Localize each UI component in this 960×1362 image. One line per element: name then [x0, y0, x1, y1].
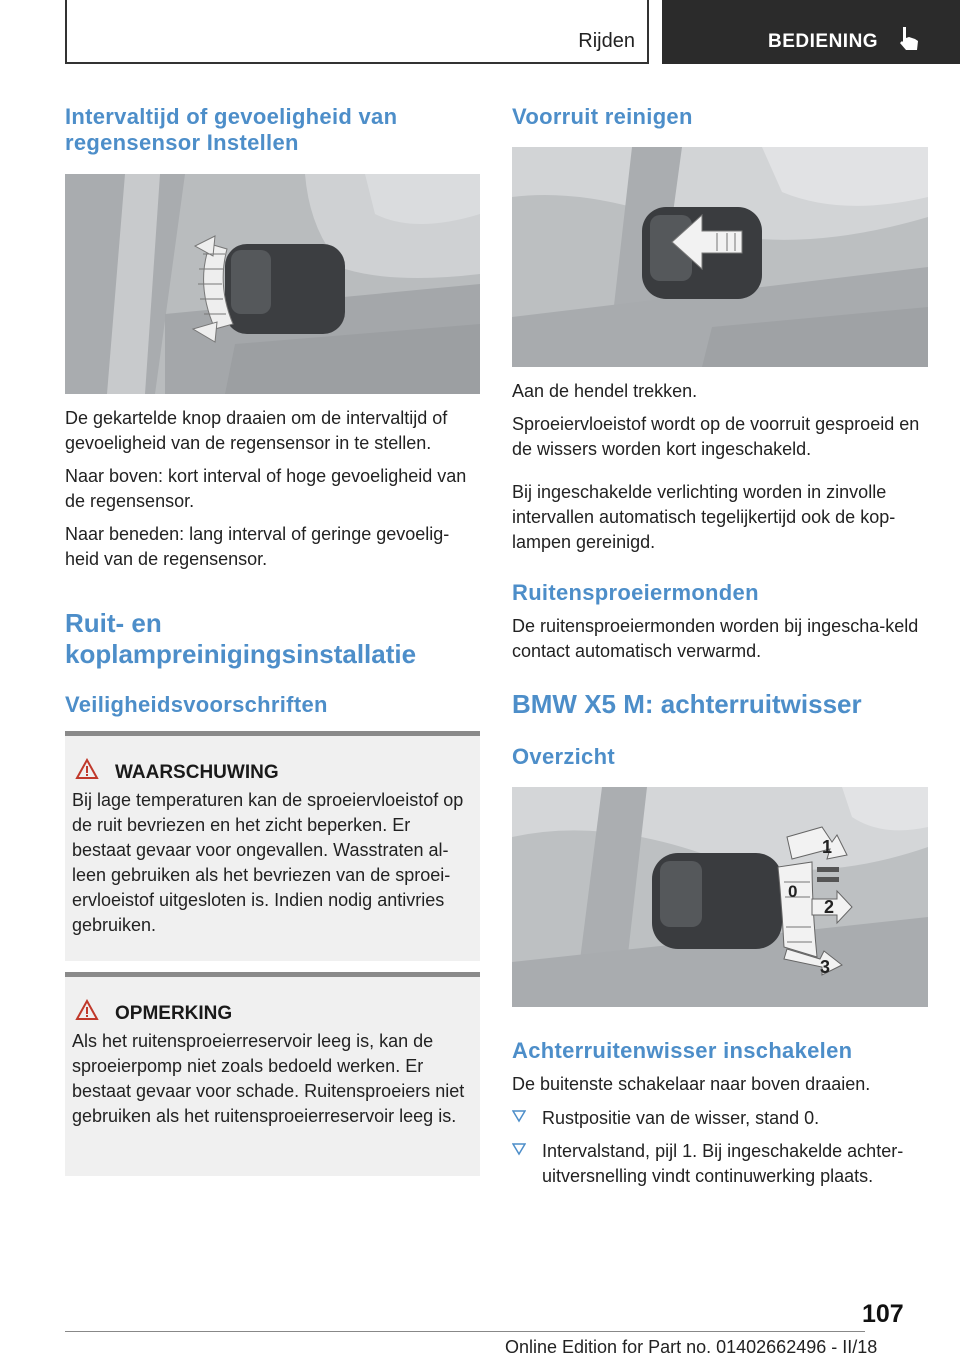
paragraph-pull: Aan de hendel trekken. [512, 381, 698, 401]
warning-box [65, 731, 480, 961]
bullet-triangle-icon [512, 1142, 526, 1156]
heading-windscreen: Voorruit reinigen [512, 104, 693, 129]
footer-divider [65, 1331, 865, 1332]
bullet-triangle-icon [512, 1109, 526, 1123]
chapter-title: BEDIENING [768, 31, 879, 52]
list-item [512, 1139, 928, 1195]
bullet-text: Intervalstand, pijl 1. Bij ingeschakelde achter-uitversnelling vindt continuwerking plaats. [542, 1141, 904, 1186]
paragraph-outer-switch: De buitenste schakelaar naar boven draaien. [512, 1074, 871, 1094]
warning-title: WAARSCHUWING [115, 762, 279, 783]
label-pos0: 0 [788, 882, 798, 901]
label-pos2: 2 [824, 897, 835, 917]
notice-text: Als het ruitensproeierreservoir leeg is, kan de sproeierpomp niet zoals bedoeld werken. Er bestaat gevaar voor schade. Ruitensproeiers niet gebruiken als het ruitensproeierreservoir leeg is. [72, 1031, 465, 1126]
wiper-stalk-pull-photo [512, 147, 928, 367]
heading-interval: Intervaltijd of gevoeligheid van regensensor Instellen [65, 104, 398, 156]
section-title: Rijden [578, 30, 635, 52]
rear-wiper-switch-photo [512, 787, 928, 1007]
paragraph-up: Naar boven: kort interval of hoge gevoeligheid van de regensensor. [65, 466, 467, 511]
label-pos1: 1 [822, 837, 833, 857]
notice-triangle-icon [75, 999, 99, 1021]
notice-box [65, 972, 480, 1176]
page-number: 107 [862, 1300, 904, 1328]
paragraph-spray: Sproeiervloeistof wordt op de voorruit gesproeid en de wissers worden kort ingeschakeld. [512, 414, 920, 459]
hand-pointer-icon [894, 24, 924, 54]
heading-rear-wiper: BMW X5 M: achterruitwisser [512, 689, 862, 719]
warning-triangle-icon [75, 758, 99, 780]
heading-rear-wiper-on: Achterruitenwisser inschakelen [512, 1038, 853, 1063]
heading-nozzles: Ruitensproeiermonden [512, 580, 759, 605]
label-pos3: 3 [820, 957, 831, 977]
paragraph-headlamps: Bij ingeschakelde verlichting worden in zinvolle intervallen automatisch tegelijkertijd ook de kop-lampen gereinigd. [512, 482, 896, 552]
footer-edition: Online Edition for Part no. 01402662496 - II/18 [505, 1337, 878, 1357]
list-item [512, 1106, 928, 1136]
heading-overview: Overzicht [512, 744, 615, 769]
paragraph-down: Naar beneden: lang interval of geringe gevoelig-heid van de regensensor. [65, 524, 450, 569]
bullet-text: Rustpositie van de wisser, stand 0. [542, 1108, 820, 1128]
notice-title: OPMERKING [115, 1003, 233, 1024]
warning-text: Bij lage temperaturen kan de sproeiervloeistof op de ruit bevriezen en het zicht beperken. Er bestaat gevaar voor ongevallen. Wasstraten al-leen gebruiken als het bevriezen van de sproei-ervloeistof uitgesloten is. Indien nodig antivries gebruiken. [72, 790, 464, 935]
paragraph-knob: De gekartelde knop draaien om de intervaltijd of gevoeligheid van de regensensor in te stellen. [65, 408, 448, 453]
rain-sensor-knob-photo [65, 174, 480, 394]
chapter-tab[interactable] [662, 0, 960, 64]
header-section-box [65, 0, 649, 64]
heading-cleaning-system: Ruit- en koplampreinigingsinstallatie [65, 608, 417, 670]
heading-safety: Veiligheidsvoorschriften [65, 692, 328, 717]
paragraph-nozzles: De ruitensproeiermonden worden bij ingescha-keld contact automatisch verwarmd. [512, 616, 919, 661]
